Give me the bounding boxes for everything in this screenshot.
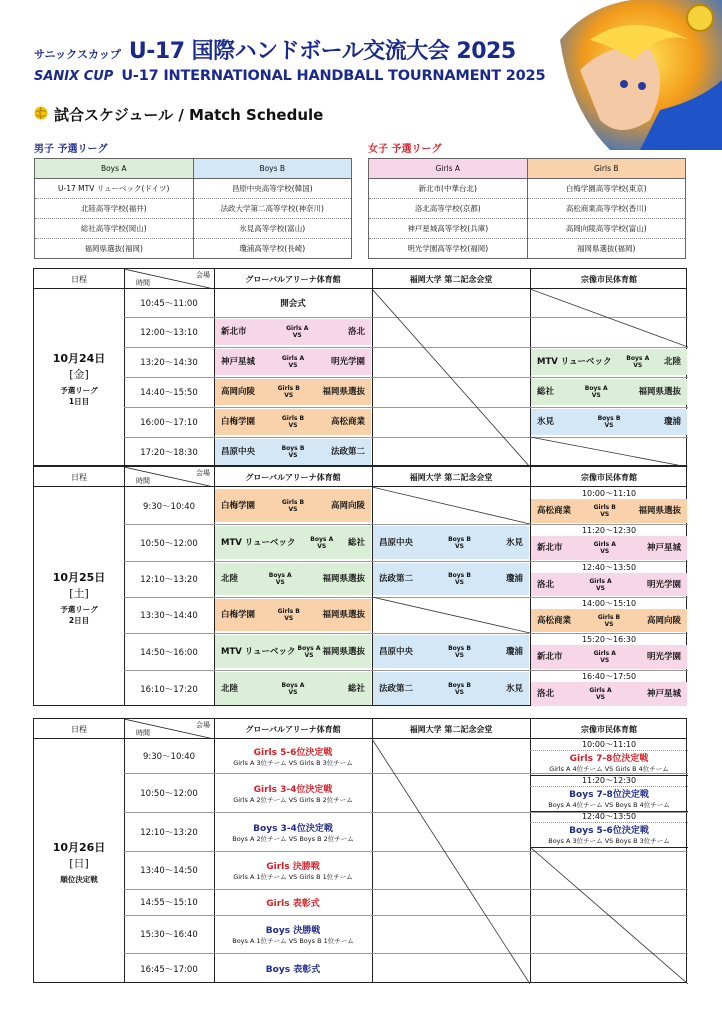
time-cell: 12:00～13:10 <box>140 328 198 338</box>
match-group <box>278 608 300 622</box>
team-right: 福岡県選抜 <box>322 574 365 584</box>
header-venue-v1: グローバルアリーナ体育館 <box>245 472 341 482</box>
header-time-label: 時間 <box>136 477 150 485</box>
header-diagonal <box>124 719 214 739</box>
match-card <box>531 682 687 706</box>
team-cell: 高岡向陵高等学校(富山) <box>527 219 686 239</box>
team-right: 福岡県選抜 <box>322 387 365 397</box>
group-label: Girls B <box>593 504 616 511</box>
event-title: Boys 表彰式 <box>265 965 321 975</box>
match-card <box>215 599 371 631</box>
header-date: 日程 <box>71 274 87 284</box>
match-group <box>626 355 649 369</box>
header-time-label: 時間 <box>136 279 150 287</box>
team-right: 福岡県選抜 <box>322 610 365 620</box>
section-title: 試合スケジュール / Match Schedule <box>54 106 324 124</box>
team-right: 総社 <box>347 683 365 694</box>
event-title: Boys 7-8位決定戦 <box>569 790 649 800</box>
cup-name-en: SANIX CUP <box>34 69 114 84</box>
time-cell: 12:10～13:20 <box>140 827 198 838</box>
group-label: Boys B <box>448 535 471 543</box>
vs-label: VS <box>292 332 302 339</box>
header-venue-label: 会場 <box>196 469 210 477</box>
time-cell: 13:30～14:40 <box>140 611 198 621</box>
placement-event <box>530 739 688 775</box>
group-label: Boys B <box>448 572 471 579</box>
header-diagonal <box>124 269 214 289</box>
stage-label: 順位決定戦 <box>60 874 98 884</box>
date-label: 10月25日 <box>52 570 106 584</box>
time-cell: 16:45～17:00 <box>140 964 198 975</box>
match-card <box>531 573 687 596</box>
time-cell: 12:10～13:20 <box>140 575 198 585</box>
vs-label: VS <box>604 620 614 628</box>
team-right: 神戸星城 <box>646 689 681 699</box>
schedule-day2 <box>33 466 687 706</box>
event-matchup: Boys A 2位チーム VS Boys B 2位チーム <box>232 834 354 843</box>
event-title: Girls 5-6位決定戦 <box>253 748 333 758</box>
time-cell: 10:45～11:00 <box>140 299 198 309</box>
team-left: 昌原中央 <box>379 537 414 548</box>
match-group <box>282 445 305 459</box>
date-label: 10月24日 <box>52 351 106 365</box>
group-label: Girls B <box>277 385 300 392</box>
venue-time-label: 12:40～13:50 <box>581 562 637 572</box>
event-title: Boys 3-4位決定戦 <box>253 823 333 834</box>
group-label: Girls B <box>281 498 305 506</box>
venue-time-label: 10:00～11:10 <box>581 488 637 498</box>
match-group <box>282 415 304 429</box>
table-header-row <box>34 467 686 487</box>
empty-slot-diagonal <box>530 847 688 984</box>
vs-label: VS <box>591 392 601 399</box>
team-left: 洛北 <box>537 689 555 699</box>
team-cell: 神戸星城高等学校(兵庫) <box>369 219 528 239</box>
header-venue-v1: グローバルアリーナ体育館 <box>245 724 341 734</box>
time-cell: 14:55～15:10 <box>140 898 198 908</box>
team-cell: 洛北高等学校(京都) <box>369 199 528 219</box>
team-right: 福岡県選抜 <box>322 646 365 657</box>
group-label: Girls A <box>589 687 612 694</box>
event-title: Boys 5-6位決定戦 <box>569 826 649 836</box>
match-card <box>531 379 687 405</box>
weekday-label: [金] <box>69 367 89 381</box>
group-label: Boys A <box>584 385 608 392</box>
event-matchup: Girls A 1位チーム VS Girls B 1位チーム <box>233 873 353 881</box>
vs-label: VS <box>284 392 294 399</box>
group-label: Boys A <box>281 681 305 689</box>
placement-event <box>214 812 372 851</box>
women-group-title: 女子 予選リーグ <box>368 144 442 155</box>
team-left: 新北市 <box>537 652 563 662</box>
team-right: 高岡向陵 <box>330 500 365 511</box>
match-card <box>373 635 529 668</box>
team-right: 瓊浦 <box>505 574 523 584</box>
team-right: 洛北 <box>347 327 365 337</box>
vs-label: VS <box>455 688 464 696</box>
team-cell: 昌原中央高等学校(韓国) <box>193 179 352 199</box>
venue-time-label: 15:20～16:30 <box>581 634 637 644</box>
match-group <box>448 645 471 659</box>
team-left: 北陸 <box>221 574 239 584</box>
placement-event <box>214 739 372 773</box>
empty-slot-diagonal <box>530 289 688 347</box>
team-left: 高松商業 <box>537 506 572 516</box>
team-left: 高岡向陵 <box>221 387 256 397</box>
group-label: Boys A <box>310 535 334 543</box>
venue-time-label: 14:00～15:10 <box>581 598 637 608</box>
vs-label: VS <box>288 688 298 696</box>
weekday-label: [日] <box>69 856 89 870</box>
header-venue-v2: 福岡大学 第二記念会堂 <box>409 472 493 482</box>
header-date: 日程 <box>71 724 87 734</box>
match-group <box>594 650 616 664</box>
group-header: Girls B <box>527 159 686 179</box>
match-group <box>589 578 611 592</box>
weekday-label: [土] <box>69 586 89 600</box>
schedule-day1 <box>33 268 687 466</box>
match-card <box>215 439 371 465</box>
event-title: Girls 7-8位決定戦 <box>569 754 649 764</box>
match-group <box>310 536 333 550</box>
match-card <box>373 672 529 705</box>
match-group <box>598 614 620 628</box>
team-cell: 福岡県選抜(福岡) <box>35 239 194 259</box>
empty-slot-diagonal <box>372 597 530 633</box>
team-right: 氷見 <box>505 537 523 548</box>
empty-slot-diagonal <box>530 437 688 467</box>
match-card <box>531 349 687 375</box>
time-cell: 13:20～14:30 <box>140 358 198 368</box>
women-groups-table <box>368 158 686 259</box>
team-left: 白梅学園 <box>221 417 256 427</box>
team-right: 明光学園 <box>646 652 681 662</box>
match-group <box>594 504 616 518</box>
team-left: 北陸 <box>221 683 239 694</box>
team-left: 法政第二 <box>379 574 414 584</box>
team-left: MTV リューベック <box>221 646 296 657</box>
empty-slot-diagonal <box>372 289 530 467</box>
match-card <box>215 409 371 435</box>
date-cell <box>34 487 124 707</box>
header-time-venue <box>124 269 214 289</box>
team-cell: 法政大学第二高等学校(神奈川) <box>193 199 352 219</box>
time-cell: 17:20～18:30 <box>140 448 198 458</box>
group-label: Girls A <box>589 577 612 585</box>
empty-slot-diagonal <box>372 739 530 984</box>
match-card <box>215 349 371 375</box>
team-right: 氷見 <box>505 683 523 694</box>
team-cell: 新北市(中華台北) <box>369 179 528 199</box>
event-title: Girls 決勝戦 <box>266 862 320 872</box>
venue-time-label: 10:00～11:10 <box>530 739 688 751</box>
page-title-en: U-17 INTERNATIONAL HANDBALL TOURNAMENT 2025 <box>121 68 546 84</box>
cup-name-jp: サニックスカップ <box>34 48 121 61</box>
venue-time-label: 12:40～13:50 <box>530 811 688 823</box>
team-right: 神戸星城 <box>646 543 681 553</box>
vs-label: VS <box>275 579 285 586</box>
header-venue-v1: グローバルアリーナ体育館 <box>245 274 341 284</box>
vs-label: VS <box>455 542 464 550</box>
event-matchup: Girls A 2位チーム VS Girls B 2位チーム <box>233 795 353 804</box>
team-right: 瓊浦 <box>663 417 681 427</box>
vs-label: VS <box>288 362 298 369</box>
date-label: 10月26日 <box>52 840 106 854</box>
team-left: 総社 <box>537 387 555 397</box>
table-header-row <box>34 719 686 739</box>
match-card <box>215 635 371 668</box>
team-cell: 瓊浦高等学校(長崎) <box>193 239 352 259</box>
team-right: 総社 <box>347 537 365 548</box>
team-cell: 明光学園高等学校(福岡) <box>369 239 528 259</box>
placement-event <box>214 773 372 812</box>
group-label: Boys B <box>281 445 305 452</box>
vs-label: VS <box>304 651 314 659</box>
group-label: Girls A <box>286 325 309 332</box>
time-cell: 15:30～16:40 <box>140 930 198 940</box>
team-left: 昌原中央 <box>379 646 414 657</box>
vs-label: VS <box>604 422 614 429</box>
time-cell: 14:50～16:00 <box>140 647 198 658</box>
team-left: 昌原中央 <box>221 447 256 457</box>
match-group <box>278 385 300 399</box>
event-title: Girls 3-4位決定戦 <box>253 784 333 795</box>
group-header: Boys B <box>193 159 352 179</box>
team-right: 高岡向陵 <box>646 615 681 626</box>
match-card <box>531 536 687 560</box>
match-group <box>298 645 321 659</box>
team-right: 高松商業 <box>330 417 365 427</box>
placement-event <box>214 953 372 984</box>
match-group <box>589 687 611 701</box>
team-cell: 白梅学園高等学校(東京) <box>527 179 686 199</box>
team-cell: 総社高等学校(岡山) <box>35 219 194 239</box>
team-cell: 北陸高等学校(福井) <box>35 199 194 219</box>
vs-label: VS <box>600 657 610 664</box>
event-matchup: Girls A 3位チーム VS Girls B 3位チーム <box>233 759 353 767</box>
team-cell: 氷見高等学校(富山) <box>193 219 352 239</box>
placement-event <box>214 915 372 953</box>
event-title: Boys 決勝戦 <box>265 926 321 936</box>
match-card <box>531 609 687 632</box>
vs-label: VS <box>633 362 643 369</box>
group-label: Boys A <box>297 644 321 652</box>
group-header: Boys A <box>35 159 194 179</box>
match-group <box>282 499 304 513</box>
handball-icon <box>34 105 48 124</box>
match-group <box>448 572 471 586</box>
match-group <box>269 572 292 586</box>
team-left: 氷見 <box>537 417 555 427</box>
event-matchup: Boys A 4位チーム VS Boys B 4位チーム <box>548 801 670 809</box>
time-cell: 10:50～12:00 <box>140 538 198 549</box>
match-group <box>286 325 308 339</box>
table-header-row <box>34 269 686 289</box>
header-date: 日程 <box>71 472 87 482</box>
event-matchup: Boys A 3位チーム VS Boys B 3位チーム <box>548 837 670 845</box>
match-card <box>373 563 529 595</box>
match-card <box>531 645 687 669</box>
header-venue-label: 会場 <box>196 271 210 279</box>
vs-label: VS <box>455 579 464 586</box>
team-cell: U-17 MTV リューベック(ドイツ) <box>35 179 194 199</box>
match-group <box>585 385 608 399</box>
placement-event <box>530 811 688 847</box>
group-label: Girls B <box>281 415 305 422</box>
group-label: Girls A <box>593 650 616 657</box>
placement-event <box>530 775 688 811</box>
header-venue-label: 会場 <box>196 721 210 729</box>
team-right: 福岡県選抜 <box>638 506 681 516</box>
match-group <box>448 536 471 550</box>
vs-label: VS <box>288 422 298 429</box>
team-right: 明光学園 <box>330 357 365 367</box>
team-right: 瓊浦 <box>505 646 523 657</box>
event-matchup: Boys A 1位チーム VS Boys B 1位チーム <box>232 937 354 945</box>
time-cell: 13:40～14:50 <box>140 866 198 876</box>
team-cell: 福岡県選抜(福岡) <box>527 239 686 259</box>
match-card <box>215 489 371 522</box>
vs-label: VS <box>288 452 298 459</box>
schedule-day3 <box>33 718 687 983</box>
match-group <box>282 682 305 696</box>
group-label: Girls A <box>593 541 616 548</box>
stage-label: 予選リーグ <box>60 385 98 395</box>
time-cell: 16:00～17:10 <box>140 418 198 428</box>
header-venue-v2: 福岡大学 第二記念会堂 <box>409 274 493 284</box>
vs-label: VS <box>600 548 610 555</box>
team-left: MTV リューベック <box>537 357 612 367</box>
vs-label: VS <box>317 542 327 550</box>
team-left: 白梅学園 <box>221 610 256 620</box>
header-venue-v3: 宗像市民体育館 <box>581 472 637 482</box>
team-right: 法政第二 <box>330 447 365 457</box>
group-label: Girls A <box>281 355 305 362</box>
header-venue-v3: 宗像市民体育館 <box>581 724 637 734</box>
team-left: 洛北 <box>537 579 555 590</box>
opening-ceremony: 開会式 <box>280 299 306 309</box>
empty-slot-diagonal <box>372 487 530 524</box>
placement-event <box>214 889 372 915</box>
group-label: Boys B <box>448 681 471 689</box>
match-card <box>215 526 371 559</box>
match-card <box>531 409 687 435</box>
men-group-title: 男子 予選リーグ <box>34 144 108 155</box>
team-left: MTV リューベック <box>221 537 296 548</box>
group-header: Girls A <box>369 159 528 179</box>
vs-label: VS <box>596 694 605 701</box>
date-cell <box>34 289 124 467</box>
vs-label: VS <box>288 505 298 513</box>
vs-label: VS <box>596 584 605 592</box>
team-left: 新北市 <box>537 543 563 553</box>
date-cell <box>34 739 124 984</box>
time-cell: 16:10～17:20 <box>140 684 198 695</box>
match-card <box>531 499 687 523</box>
match-card <box>215 379 371 405</box>
event-title: Girls 表彰式 <box>266 898 320 909</box>
vs-label: VS <box>600 511 610 518</box>
match-card <box>215 319 371 345</box>
group-label: Boys A <box>268 572 292 579</box>
time-cell: 9:30～10:40 <box>142 501 196 512</box>
venue-time-label: 11:20～12:30 <box>530 775 688 787</box>
team-right: 北陸 <box>663 357 681 367</box>
team-left: 高松商業 <box>537 615 572 626</box>
placement-event <box>214 851 372 889</box>
group-label: Girls B <box>597 613 621 621</box>
group-label: Girls B <box>277 608 300 615</box>
event-matchup: Girls A 4位チーム VS Girls B 4位チーム <box>549 765 669 773</box>
team-left: 新北市 <box>221 327 247 337</box>
match-group <box>594 541 616 555</box>
match-card <box>373 526 529 559</box>
venue-time-label: 11:20～12:30 <box>581 525 637 535</box>
group-label: Boys A <box>626 355 650 362</box>
vs-label: VS <box>455 651 464 659</box>
team-left: 神戸星城 <box>221 357 256 367</box>
stage-label: 予選リーグ <box>60 604 98 614</box>
time-cell: 10:50～12:00 <box>140 788 198 799</box>
stage-day-label: 2日目 <box>68 615 90 625</box>
group-label: Boys B <box>597 415 621 422</box>
stage-day-label: 1日目 <box>68 396 90 406</box>
time-cell: 14:40～15:50 <box>140 388 198 398</box>
match-group <box>282 355 304 369</box>
header-venue-v2: 福岡大学 第二記念会堂 <box>409 724 493 734</box>
team-left: 白梅学園 <box>221 500 256 511</box>
venue-time-label: 16:40～17:50 <box>581 671 637 681</box>
match-group <box>598 415 621 429</box>
team-cell: 高松商業高等学校(香川) <box>527 199 686 219</box>
header-time-label: 時間 <box>136 729 150 737</box>
vs-label: VS <box>284 615 294 622</box>
match-card <box>215 563 371 595</box>
header-time-venue <box>124 719 214 739</box>
header-venue-v3: 宗像市民体育館 <box>581 274 637 284</box>
team-left: 法政第二 <box>379 683 414 694</box>
page-title: U-17 国際ハンドボール交流大会 2025 <box>128 39 516 64</box>
time-cell: 9:30～10:40 <box>142 752 196 762</box>
team-right: 明光学園 <box>646 579 681 590</box>
hero-illustration <box>540 0 722 150</box>
match-group <box>448 682 471 696</box>
group-label: Boys B <box>448 644 471 652</box>
header-time-venue <box>124 467 214 487</box>
match-card <box>215 672 371 705</box>
men-groups-table <box>34 158 352 259</box>
team-right: 福岡県選抜 <box>638 387 681 397</box>
header-diagonal <box>124 467 214 487</box>
